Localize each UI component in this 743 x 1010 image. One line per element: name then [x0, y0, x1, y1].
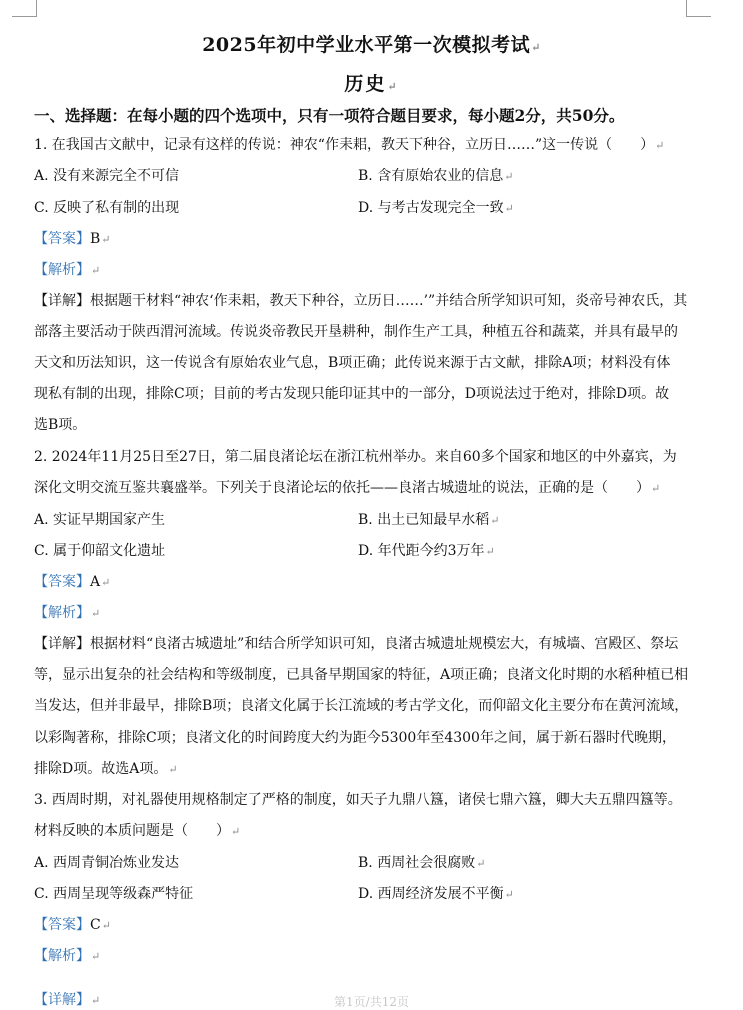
q1-option-c: C. 反映了私有制的出现 [34, 200, 180, 216]
q1-answer: 【答案】B↵ [34, 231, 111, 247]
q1-detail-line: 天文和历法知识，这一传说含有原始农业气息，B项正确；此传说来源于古文献，排除A项；材料没有体 [34, 355, 671, 371]
q1-detail-line: 现私有制的出现，排除C项；目前的考古发现只能印证其中的一部分，D项说法过于绝对，排除D项。故 [34, 386, 670, 402]
q1-detail-line: 【详解】根据题干材料“神农‘作耒耜，教天下种谷，立历日……’”并结合所学知识可知，炎帝号神农氏，其 [34, 293, 688, 309]
q1-option-b: B. 含有原始农业的信息↵ [358, 168, 514, 184]
q2-detail-line: 以彩陶著称，排除C项；良渚文化的时间跨度大约为距今5300年至4300年之间，属于新石器时代晚期， [34, 730, 676, 746]
q1-detail-line: 选B项。 [34, 417, 87, 433]
q3-analysis-label: 【解析】↵ [34, 948, 101, 964]
q2-stem-line: 深化文明交流互鉴共襄盛举。下列关于良渚论坛的依托——良渚古城遗址的说法，正确的是（ ）↵ [34, 480, 661, 496]
q2-option-a: A. 实证早期国家产生 [34, 512, 166, 528]
q2-option-c: C. 属于仰韶文化遗址 [34, 543, 166, 559]
q3-option-d: D. 西周经济发展不平衡↵ [358, 886, 514, 902]
q3-stem-line: 3. 西周时期，对礼器使用规格制定了严格的制度，如天子九鼎八簋，诸侯七鼎六簋，卿大夫五鼎四簋等。 [34, 792, 682, 808]
q1-detail-line: 部落主要活动于陕西渭河流域。传说炎帝教民开垦耕种，制作生产工具，种植五谷和蔬菜，并具有最早的 [34, 324, 678, 340]
page-footer: 第1页/共12页 [334, 995, 409, 1009]
q2-option-b: B. 出土已知最早水稻↵ [358, 512, 500, 528]
q2-detail-line: 排除D项。故选A项。↵ [34, 761, 178, 777]
exam-subject: 历史↵ [344, 73, 399, 95]
q3-stem-line: 材料反映的本质问题是（ ）↵ [34, 823, 241, 839]
exam-title: 2025年初中学业水平第一次模拟考试↵ [202, 34, 541, 56]
q2-option-d: D. 年代距今约3万年↵ [358, 543, 495, 559]
q3-detail-label: 【详解】↵ [34, 992, 101, 1008]
q1-option-d: D. 与考古发现完全一致↵ [358, 200, 514, 216]
q2-answer: 【答案】A↵ [34, 574, 111, 590]
q1-option-a: A. 没有来源完全不可信 [34, 168, 180, 184]
q3-answer: 【答案】C↵ [34, 917, 111, 933]
q2-detail-line: 当发达，但并非最早，排除B项；良渚文化属于长江流域的考古学文化，而仰韶文化主要分布在黄河流域， [34, 698, 689, 714]
section-heading: 一、选择题：在每小题的四个选项中，只有一项符合题目要求，每小题2分，共50分。 [34, 106, 625, 125]
q2-stem-line: 2. 2024年11月25日至27日，第二届良渚论坛在浙江杭州举办。来自60多个国家和地区的中外嘉宾，为 [34, 449, 677, 465]
q1-stem: 1. 在我国古文献中，记录有这样的传说：神农“作耒耜，教天下种谷，立历日……”这一传说（ ）↵ [34, 137, 665, 153]
q2-detail-line: 等，显示出复杂的社会结构和等级制度，已具备早期国家的特征，A项正确；良渚文化时期的水稻种植已相 [34, 667, 689, 683]
q2-analysis-label: 【解析】↵ [34, 605, 101, 621]
crop-mark-top-left [12, 0, 37, 17]
q2-detail-line: 【详解】根据材料“良渚古城遗址”和结合所学知识可知，良渚古城遗址规模宏大，有城墙、宫殿区、祭坛 [34, 636, 679, 652]
q3-option-b: B. 西周社会很腐败↵ [358, 855, 486, 871]
q1-analysis-label: 【解析】↵ [34, 262, 101, 278]
crop-mark-top-right [686, 0, 711, 17]
q3-option-a: A. 西周青铜冶炼业发达 [34, 855, 180, 871]
q3-option-c: C. 西周呈现等级森严特征 [34, 886, 194, 902]
